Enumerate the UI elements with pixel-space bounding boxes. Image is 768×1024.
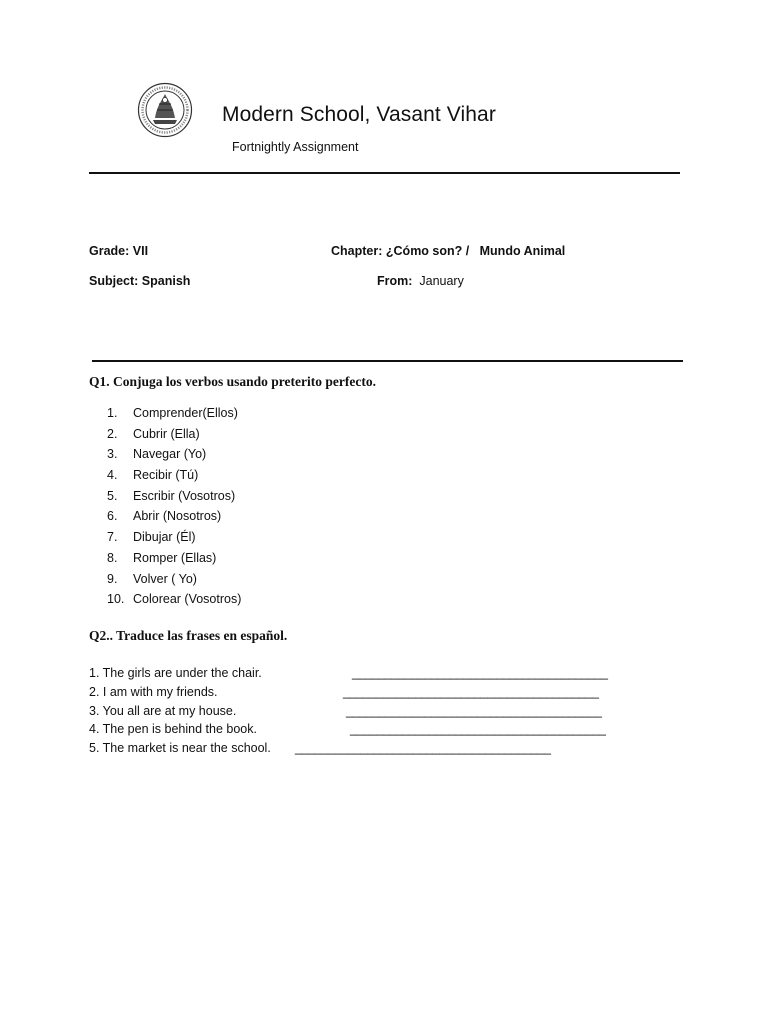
list-item [107, 403, 241, 424]
sentence-text: 3. You all are at my house. [89, 703, 237, 718]
list-item [89, 683, 599, 702]
chapter-value: ¿Cómo son? / Mundo Animal [385, 244, 566, 258]
q1-heading: Q1. Conjuga los verbos usando preterito perfecto. [89, 374, 376, 389]
section-divider [92, 360, 683, 362]
grade-field [89, 244, 148, 258]
list-item [107, 465, 241, 486]
item-text: Abrir (Nosotros) [133, 509, 222, 524]
item-number: 6. [107, 509, 118, 524]
item-number: 7. [107, 530, 118, 545]
list-item [89, 702, 602, 721]
from-value: January [419, 274, 464, 288]
subject-field [89, 274, 190, 288]
item-number: 5. [107, 488, 118, 503]
answer-blank[interactable]: _______________________________________ [350, 722, 606, 737]
list-item [107, 486, 241, 507]
q2-heading: Q2.. Traduce las frases en español. [89, 628, 288, 643]
subject-value: Spanish [141, 274, 191, 288]
school-crest-icon [137, 82, 193, 138]
answer-blank[interactable]: _______________________________________ [343, 684, 599, 699]
answer-blank[interactable]: _______________________________________ [346, 703, 602, 718]
sentence-text: 1. The girls are under the chair. [89, 666, 262, 680]
sentence-text: 2. I am with my friends. [89, 684, 218, 699]
grade-value: VII [132, 244, 149, 258]
list-item [107, 569, 241, 590]
item-text: Volver ( Yo) [133, 571, 197, 586]
from-label: From: [377, 274, 413, 288]
chapter-field [331, 244, 565, 258]
list-item [89, 664, 608, 683]
list-item [89, 720, 606, 739]
sentence-text: 5. The market is near the school. [89, 741, 271, 756]
school-name: Modern School, Vasant Vihar [222, 103, 496, 126]
answer-blank[interactable]: _______________________________________ [352, 666, 608, 680]
item-text: Escribir (Vosotros) [133, 488, 236, 503]
item-text: Comprender(Ellos) [133, 406, 238, 420]
list-item [107, 444, 241, 465]
document-type: Fortnightly Assignment [232, 140, 359, 154]
chapter-label: Chapter: [331, 244, 383, 258]
header-divider [89, 172, 680, 174]
item-number: 10. [107, 592, 125, 607]
item-text: Dibujar (Él) [133, 530, 196, 545]
list-item [107, 506, 241, 527]
subject-label: Subject: [89, 274, 139, 288]
q2-sentence-list [89, 664, 608, 758]
item-text: Recibir (Tú) [133, 468, 199, 483]
item-number: 9. [107, 571, 118, 586]
item-text: Romper (Ellas) [133, 550, 217, 565]
item-number: 3. [107, 447, 118, 462]
grade-label: Grade: [89, 244, 130, 258]
item-text: Colorear (Vosotros) [133, 592, 242, 607]
q1-verb-list [107, 403, 241, 610]
list-item [107, 589, 241, 610]
item-text: Navegar (Yo) [133, 447, 207, 462]
sentence-text: 4. The pen is behind the book. [89, 722, 257, 737]
list-item [107, 424, 241, 445]
item-number: 2. [107, 426, 118, 441]
item-number: 1. [107, 406, 118, 420]
list-item [89, 739, 551, 758]
list-item [107, 527, 241, 548]
from-field [377, 274, 464, 288]
list-item [107, 548, 241, 569]
item-text: Cubrir (Ella) [133, 426, 200, 441]
answer-blank[interactable]: _______________________________________ [295, 741, 551, 756]
item-number: 8. [107, 550, 118, 565]
item-number: 4. [107, 468, 118, 483]
